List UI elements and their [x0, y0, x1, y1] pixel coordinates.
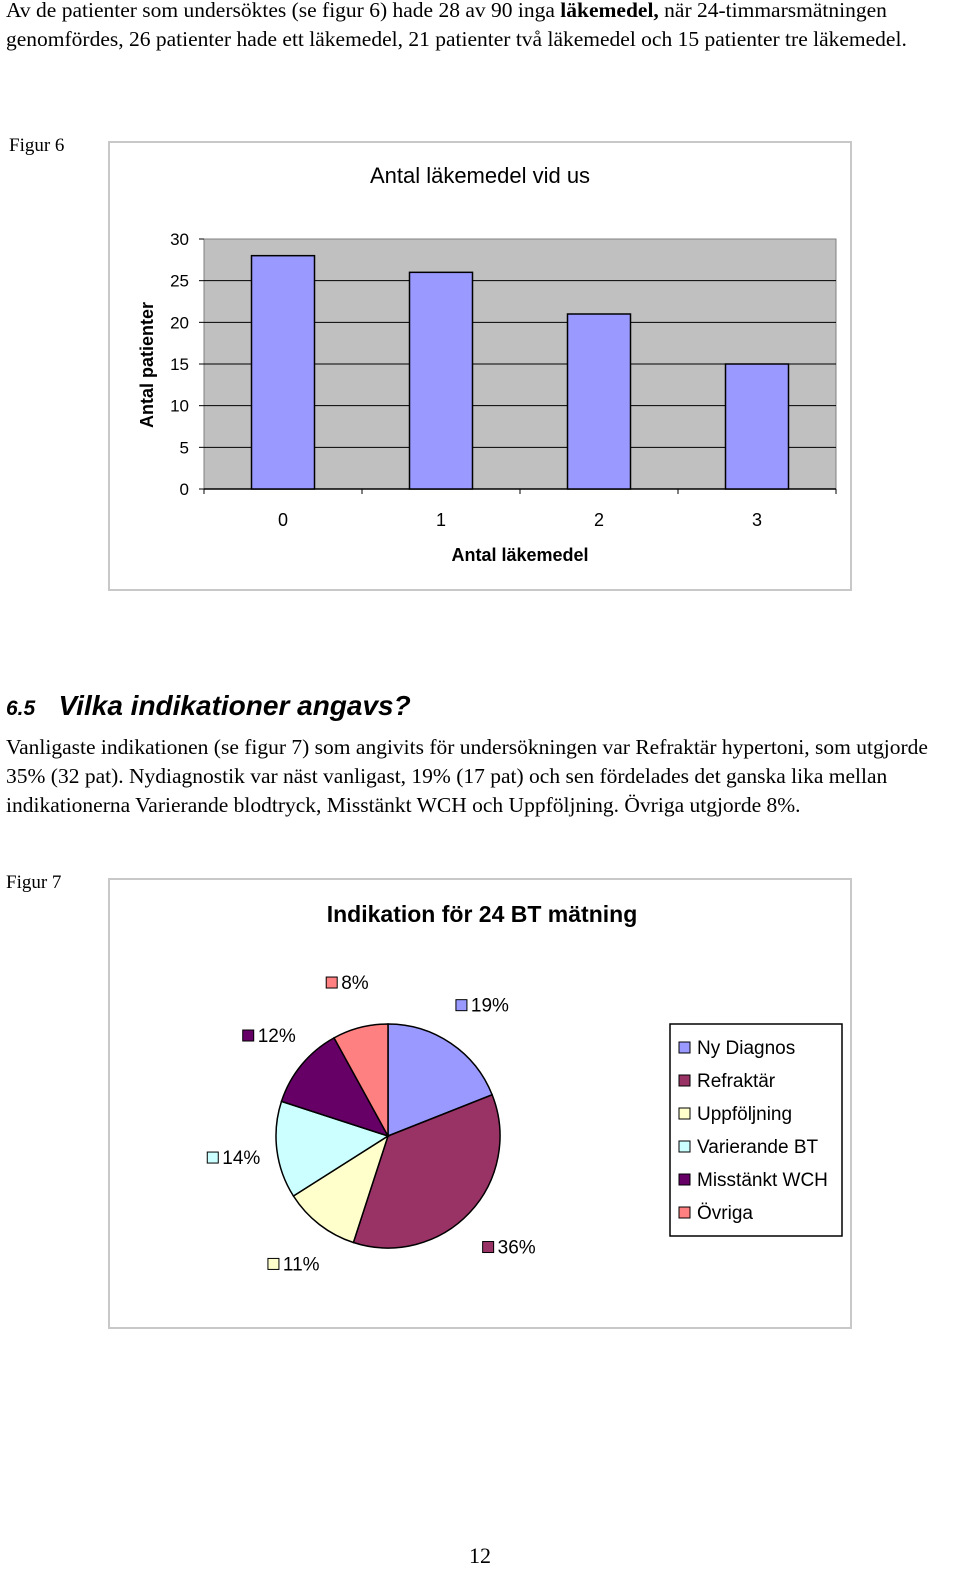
- data-label-key: [243, 1030, 254, 1041]
- legend-label: Refraktär: [697, 1071, 776, 1092]
- data-label-key: [268, 1258, 279, 1269]
- data-label: 12%: [257, 1026, 296, 1048]
- y-tick-label: 20: [170, 313, 189, 333]
- data-label-key: [326, 977, 337, 988]
- y-tick-label: 30: [170, 230, 189, 249]
- intro-text-pre: Av de patienter som undersöktes (se figur 6) hade 28 av 90 inga: [6, 0, 561, 22]
- x-tick-label: 1: [435, 510, 447, 530]
- data-label: 14%: [222, 1148, 261, 1170]
- bar-chart-frame: [108, 141, 852, 591]
- data-label-key: [207, 1152, 218, 1163]
- data-label: 36%: [497, 1237, 536, 1259]
- data-label: 11%: [282, 1254, 320, 1276]
- section-number: 6.5: [6, 697, 36, 720]
- y-tick-label: 25: [170, 271, 189, 291]
- x-axis-label: Antal läkemedel: [451, 545, 589, 565]
- intro-text-bold: läkemedel,: [560, 0, 659, 22]
- x-tick-label: 2: [593, 510, 605, 530]
- legend-label: Ny Diagnos: [697, 1038, 796, 1059]
- y-axis-label: Antal patienter: [137, 301, 157, 429]
- legend-label: Uppföljning: [697, 1104, 793, 1125]
- data-label: 19%: [470, 995, 509, 1017]
- legend-swatch: [679, 1174, 690, 1185]
- legend-swatch: [679, 1108, 690, 1119]
- y-tick-label: 5: [179, 438, 189, 458]
- data-label: 8%: [341, 973, 369, 995]
- figure-6-label: Figur 6: [9, 135, 65, 156]
- data-label-key: [456, 1000, 467, 1011]
- legend-swatch: [679, 1042, 690, 1053]
- figure-7-label: Figur 7: [6, 872, 62, 893]
- x-tick-label: 3: [751, 510, 763, 530]
- legend-swatch: [679, 1075, 690, 1086]
- legend-label: Övriga: [697, 1203, 753, 1224]
- y-tick-label: 0: [179, 480, 189, 499]
- bar: [568, 314, 631, 489]
- chart-title: Antal läkemedel vid us: [369, 163, 591, 188]
- y-tick-label: 10: [170, 396, 189, 416]
- bar: [410, 272, 473, 489]
- pie-chart-frame: [108, 878, 852, 1329]
- legend-swatch: [679, 1207, 690, 1218]
- data-label-key: [483, 1242, 494, 1253]
- bar: [726, 364, 789, 489]
- section-heading: [6, 690, 411, 722]
- body-paragraph: Vanligaste indikationen (se figur 7) som angivits för undersökningen var Refraktär hypertoni, som utgjorde 35% (32 pat). Nydiagnostik var näst vanligast, 19% (17 pat) och sen fördelades det ganska lika mellan indikationerna Varierande blodtryck, Misstänkt WCH och Uppföljning. Övriga utgjorde 8%.: [6, 735, 928, 817]
- bar-chart: [110, 143, 850, 589]
- page-number: 12: [469, 1543, 491, 1568]
- section-title: Vilka indikationer angavs?: [58, 690, 411, 721]
- intro-text-post: när 24-timmarsmätningen genomfördes, 26 patienter hade ett läkemedel, 21 patienter två läkemedel och 15 patienter tre läkemedel.: [6, 0, 907, 51]
- x-tick-label: 0: [277, 510, 289, 530]
- intro-paragraph: [6, 0, 951, 54]
- y-tick-label: 15: [170, 355, 189, 374]
- legend-label: Misstänkt WCH: [697, 1170, 828, 1191]
- chart-title: Indikation för 24 BT mätning: [326, 901, 638, 927]
- legend-swatch: [679, 1141, 690, 1152]
- legend-label: Varierande BT: [697, 1137, 819, 1158]
- bar: [252, 256, 315, 489]
- pie-chart: [110, 880, 850, 1327]
